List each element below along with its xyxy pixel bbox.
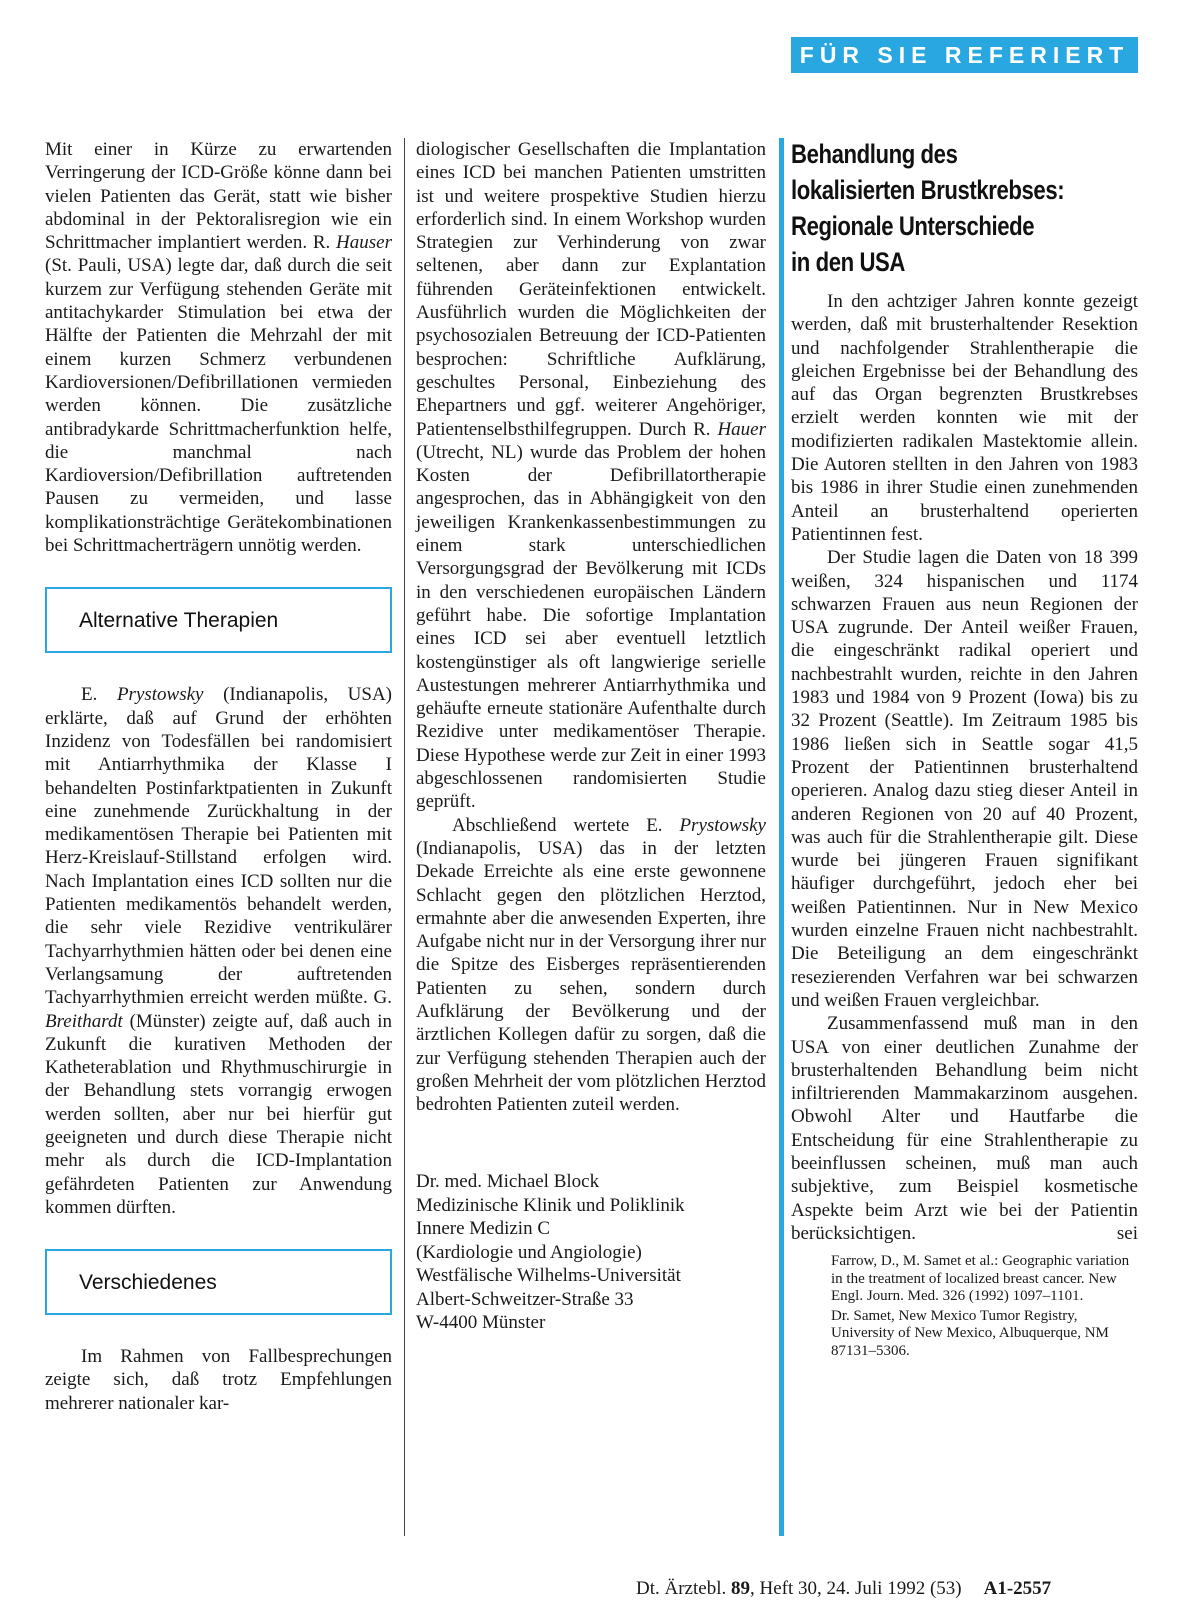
page-number: A1-2557 xyxy=(983,1578,1052,1599)
paragraph: Der Studie lagen die Daten von 18 399 weißen, 324 hispanischen und 1174 schwarzen Frauen aus neun Regionen der USA zugrunde. Der Anteil weißer Frauen, die eingeschränkt radikal operiert und nachbestrahlt wurden, reichte in den Jahren 1983 und 1984 von 9 Prozent (Iowa) bis zu 32 Prozent (Seattle). Im Zeitraum 1985 bis 1986 ließen sich in Seattle sogar 41,5 Prozent der Patientinnen brusterhaltend operieren. Analog dazu stieg dieser Anteil in anderen Regionen von 20 auf 40 Prozent, was auch für die Strahlentherapie gilt. Diese wurde bei jüngeren Frauen signifikant häufiger durchgeführt, jedoch eher bei weißen Patientinnen. Nur in New Mexico wurden einzelne Frauen nicht nachbestrahlt. Die Beteiligung an dem eingeschränkt resezierenden Verfahren war bei schwarzen und weißen Frauen vergleichbar. xyxy=(791,547,1138,1011)
accent-divider xyxy=(779,138,784,1536)
paragraph: Abschließend wertete E. Prystowsky (Indianapolis, USA) das in der letzten Dekade Erreichte als eine erste gewonnene Schlacht gegen den plötzlichen Herztod, ermahnte aber die anwesenden Experten, ihre Aufgabe nicht nur in der Versorgung ihrer nur die Spitze des Eisberges repräsentierenden Patienten zu sehen, sondern durch Aufklärung der Bevölkerung und der ärztlichen Kollegen dafür zu sorgen, daß die zur Verfügung stehenden Therapien auch der großen Mehrheit der vom plötzlichen Herztod bedrohten Patienten zuteil werden. xyxy=(416,814,766,1116)
column-2 xyxy=(416,138,766,1335)
journal-name: Dt. Ärztebl. xyxy=(636,1578,731,1599)
subheading-box-alternative-therapien xyxy=(45,587,392,653)
subheading: Verschiedenes xyxy=(79,1270,217,1294)
column-divider xyxy=(404,138,405,1536)
subheading-box-verschiedenes xyxy=(45,1249,392,1315)
headline-line: Regionale Unterschiede xyxy=(791,211,1035,241)
journal-volume: 89 xyxy=(730,1578,750,1599)
reference: Farrow, D., M. Samet et al.: Geographic variation in the treatment of localized breast cancer. New Engl. Journ. Med. 326 (1992) 1097–1101. xyxy=(831,1253,1130,1305)
paragraph: E. Prystowsky (Indianapolis, USA) erklärte, daß auf Grund der erhöhten Inzidenz von Todesfällen bei randomisiert mit Antiarrhythmika der Klasse I behandelten Postinfarktpatienten in Zukunft eine zunehmende Zurückhaltung in der medikamentösen Therapie bei Patienten mit Herz-Kreislauf-Stillstand erfolgen wird. Nach Implantation eines ICD sollten nur die Patienten medikamentös behandelt werden, die sehr viele Rezidive ventrikulärer Tachyarrhythmien hätten oder bei denen eine Verlangsamung der auftretenden Tachyarrhythmien erreicht werden müßte. G. Breithardt (Münster) zeigte auf, daß auch in Zukunft die kurativen Methoden der Katheterablation und Rhythmuschirurgie in der Behandlung stets vorrangig erwogen werden sollten, aber nur bei hierfür gut geeigneten und durch diese Therapie nicht mehr als durch die ICD-Implantation gefährdeten Patienten zur Anwendung kommen dürften. xyxy=(45,684,393,1218)
column-1 xyxy=(45,138,392,1415)
author-address xyxy=(416,1170,766,1335)
reference: Dr. Samet, New Mexico Tumor Registry, University of New Mexico, Albuquerque, NM 87131–5306. xyxy=(831,1307,1109,1359)
headline-line: lokalisierten Brustkrebses: xyxy=(791,175,1065,205)
address-line: Innere Medizin C xyxy=(416,1218,551,1240)
headline-line: Behandlung des xyxy=(791,139,958,169)
article-headline xyxy=(791,136,1138,280)
column-3 xyxy=(791,138,1138,1362)
journal-issue: , Heft 30, 24. Juli 1992 (53) xyxy=(749,1578,962,1599)
author-signature: sei xyxy=(1116,1222,1138,1244)
page-footer xyxy=(636,1578,1051,1600)
address-line: Dr. med. Michael Block xyxy=(416,1171,600,1193)
address-line: Westfälische Wilhelms-Universität xyxy=(416,1265,681,1287)
paragraph: Mit einer in Kürze zu erwartenden Verringerung der ICD-Größe könne dann bei vielen Patienten das Gerät, statt wie bisher abdominal in der Pektoralisregion wie ein Schrittmacher implantiert werden. R. Hauser (St. Pauli, USA) legte dar, daß durch die seit kurzem zur Verfügung stehenden Geräte mit antitachykarder Stimulation bei etwa der Hälfte der Patienten die Mehrzahl der mit einem kurzen Schmerz verbundenen Kardioversionen/Defibrillationen vermieden werden können. Die zusätzliche antibradykarde Schrittmacherfunktion helfe, die manchmal nach Kardioversion/Defibrillation auftretenden Pausen zu vermeiden, und lasse komplikationsträchtige Gerätekombinationen bei Schrittmacherträgern unnötig werden. xyxy=(45,139,392,557)
paragraph: diologischer Gesellschaften die Implantation eines ICD bei manchen Patienten umstritten ist und weitere prospektive Studien hierzu erforderlich sind. In einem Workshop wurden Strategien zur Verhinderung von zwar seltenen, aber dann zur Explantation führenden Geräteinfektionen entwickelt. Ausführlich wurden die Möglichkeiten der psychosozialen Betreuung der ICD-Patienten besprochen: Schriftliche Aufklärung, geschultes Personal, Einbeziehung des Ehepartners und ggf. weiterer Angehöriger, Patientenselbsthilfegruppen. Durch R. Hauer (Utrecht, NL) wurde das Problem der hohen Kosten der Defibrillatortherapie angesprochen, das in Abhängigkeit von den jeweiligen Krankenkassenbestimmungen zu einem stark unterschiedlichen Versorgungsgrad der Bevölkerung mit ICDs in den verschiedenen europäischen Ländern geführt habe. Die sofortige Implantation eines ICD sei aber eventuell letztlich kostengünstiger als oft langwierige serielle Austestungen mehrerer Antiarrhythmika und gehäufte erneute stationäre Aufenthalte durch Rezidive unter medikamentöser Therapie. Diese Hypothese werde zur Zeit in einer 1993 abgeschlossenen randomisierten Studie geprüft. xyxy=(416,139,766,813)
address-line: W-4400 Münster xyxy=(416,1312,546,1334)
paragraph: In den achtziger Jahren konnte gezeigt werden, daß mit brusterhaltender Resektion und nachfolgender Strahlentherapie die gleichen Ergebnisse bei der Behandlung des auf das Organ begrenzten Brustkrebses erzielt werden konnten wie mit der modifizierten radikalen Mastektomie allein. Die Autoren stellten in den Jahren von 1983 bis 1986 in ihrer Studie einen zunehmenden Anteil an brusterhaltend operierten Patientinnen fest. xyxy=(791,291,1138,545)
paragraph: Im Rahmen von Fallbesprechungen zeigte sich, daß trotz Empfehlungen mehrerer nationaler kar- xyxy=(45,1346,392,1414)
address-line: Albert-Schweitzer-Straße 33 xyxy=(416,1288,634,1310)
section-banner: FÜR SIE REFERIERT xyxy=(791,37,1138,73)
address-line: Medizinische Klinik und Poliklinik xyxy=(416,1194,685,1216)
headline-line: in den USA xyxy=(791,247,905,277)
subheading: Alternative Therapien xyxy=(79,608,279,632)
address-line: (Kardiologie und Angiologie) xyxy=(416,1241,642,1263)
paragraph: Zusammenfassend muß man in den USA von einer deutlichen Zunahme der brusterhaltenden Behandlung beim nicht infiltrierenden Mammakarzinom ausgehen. Obwohl Alter und Hautfarbe die Entscheidung für eine Strahlentherapie zu beeinflussen scheinen, muß man auch subjektive, zum Beispiel kosmetische Aspekte beim Arzt wie bei der Patientin berücksichtigen. sei xyxy=(791,1013,1138,1244)
references xyxy=(831,1253,1138,1360)
